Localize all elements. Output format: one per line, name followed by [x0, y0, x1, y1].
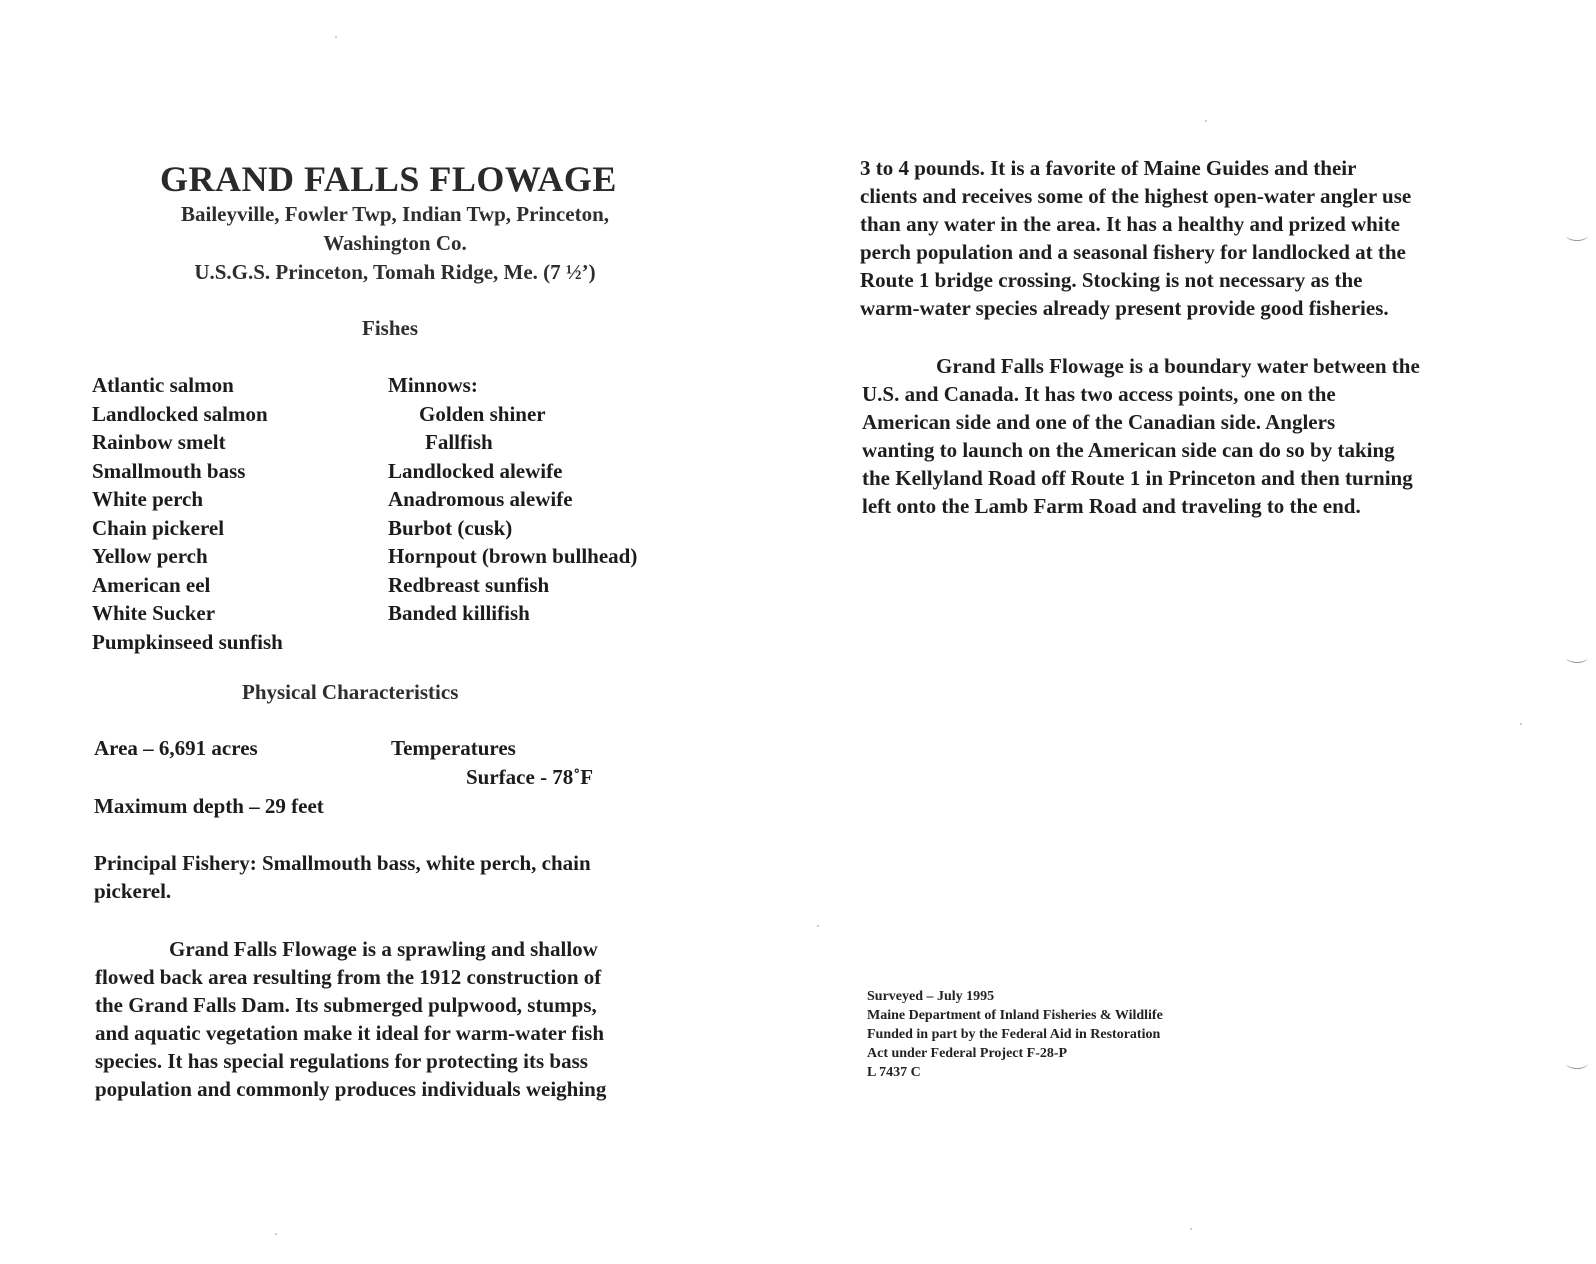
fish-list-right [388, 371, 637, 628]
paragraph-line: perch population and a seasonal fishery for landlocked at the [860, 240, 1406, 265]
temperatures-label: Temperatures [391, 736, 516, 760]
scan-speck [335, 36, 337, 38]
paragraph-line: the Grand Falls Dam. Its submerged pulpwood, stumps, [95, 993, 597, 1018]
paragraph-line: and aquatic vegetation make it ideal for warm-water fish [95, 1021, 605, 1046]
list-item: American eel [92, 572, 211, 597]
paragraph-line: population and commonly produces individuals weighing [95, 1077, 607, 1102]
department-name: Maine Department of Inland Fisheries & Wildlife [867, 1008, 1163, 1023]
principal-fishery-line: Principal Fishery: Smallmouth bass, white perch, chain [94, 851, 591, 875]
paragraph-line: flowed back area resulting from the 1912 construction of [95, 965, 602, 990]
scan-speck [1190, 1228, 1192, 1230]
page-title: GRAND FALLS FLOWAGE [160, 159, 617, 199]
paragraph-line: left onto the Lamb Farm Road and traveling to the end. [862, 494, 1361, 519]
scan-speck [275, 1233, 277, 1235]
scan-speck [1205, 120, 1207, 122]
paragraph-line: U.S. and Canada. It has two access points, one on the [862, 382, 1336, 407]
list-item: Hornpout (brown bullhead) [388, 544, 638, 568]
paragraph-line: American side and one of the Canadian side. Anglers [862, 410, 1336, 435]
scan-mark [1566, 1058, 1588, 1069]
list-item: Rainbow smelt [92, 430, 226, 454]
list-item: Fallfish [425, 430, 493, 454]
usgs-maps: U.S.G.S. Princeton, Tomah Ridge, Me. (7 ½’) [194, 260, 596, 284]
list-item: Golden shiner [419, 401, 546, 426]
paragraph-line: 3 to 4 pounds. It is a favorite of Maine Guides and their [860, 156, 1357, 180]
list-item: Pumpkinseed sunfish [92, 629, 283, 654]
principal-fishery-line: pickerel. [94, 879, 172, 903]
paragraph-line: the Kellyland Road off Route 1 in Princeton and then turning [862, 466, 1413, 491]
document-code: L 7437 C [867, 1065, 921, 1080]
physical-heading: Physical Characteristics [242, 680, 459, 704]
location-towns: Baileyville, Fowler Twp, Indian Twp, Princeton, [180, 202, 609, 226]
list-item: Smallmouth bass [92, 458, 246, 483]
fish-list-left [92, 371, 283, 656]
boundary-paragraph [862, 352, 1420, 521]
location-county: Washington Co. [323, 231, 467, 255]
fishes-heading: Fishes [362, 316, 419, 340]
list-item: Burbot (cusk) [388, 515, 513, 540]
list-item: Anadromous alewife [388, 487, 573, 511]
max-depth: Maximum depth – 29 feet [94, 794, 324, 818]
list-item: Atlantic salmon [92, 373, 234, 397]
scan-mark [1566, 230, 1588, 241]
paragraph-line: wanting to launch on the American side can do so by taking [862, 438, 1395, 463]
area-value: Area – 6,691 acres [94, 736, 258, 760]
list-item: Landlocked alewife [388, 458, 563, 483]
description-paragraph-right [860, 154, 1411, 323]
paragraph-line: Grand Falls Flowage is a sprawling and shallow [169, 937, 598, 961]
paragraph-line: warm-water species already present provide good fisheries. [860, 296, 1389, 321]
list-item: White Sucker [92, 601, 216, 625]
survey-date: Surveyed – July 1995 [867, 989, 995, 1004]
surface-temperature: Surface - 78˚F [466, 765, 594, 789]
list-item: White perch [92, 487, 204, 511]
list-item: Minnows: [388, 373, 478, 397]
paragraph-line: than any water in the area. It has a healthy and prized white [860, 212, 1401, 237]
list-item: Landlocked salmon [92, 401, 268, 426]
scan-speck [817, 925, 819, 927]
paragraph-line: Route 1 bridge crossing. Stocking is not necessary as the [860, 268, 1363, 293]
scan-mark [1566, 652, 1588, 663]
list-item: Redbreast sunfish [388, 572, 550, 597]
paragraph-line: Grand Falls Flowage is a boundary water between the [936, 354, 1420, 378]
description-paragraph-left [95, 935, 606, 1104]
survey-credits [867, 987, 1163, 1082]
list-item: Banded killifish [388, 601, 530, 625]
scan-speck [1520, 723, 1522, 725]
federal-project: Act under Federal Project F-28-P [867, 1046, 1068, 1061]
funding-note: Funded in part by the Federal Aid in Restoration [867, 1027, 1161, 1042]
list-item: Chain pickerel [92, 515, 225, 540]
paragraph-line: clients and receives some of the highest open-water angler use [860, 184, 1412, 209]
paragraph-line: species. It has special regulations for protecting its bass [95, 1049, 588, 1074]
list-item: Yellow perch [92, 544, 208, 568]
